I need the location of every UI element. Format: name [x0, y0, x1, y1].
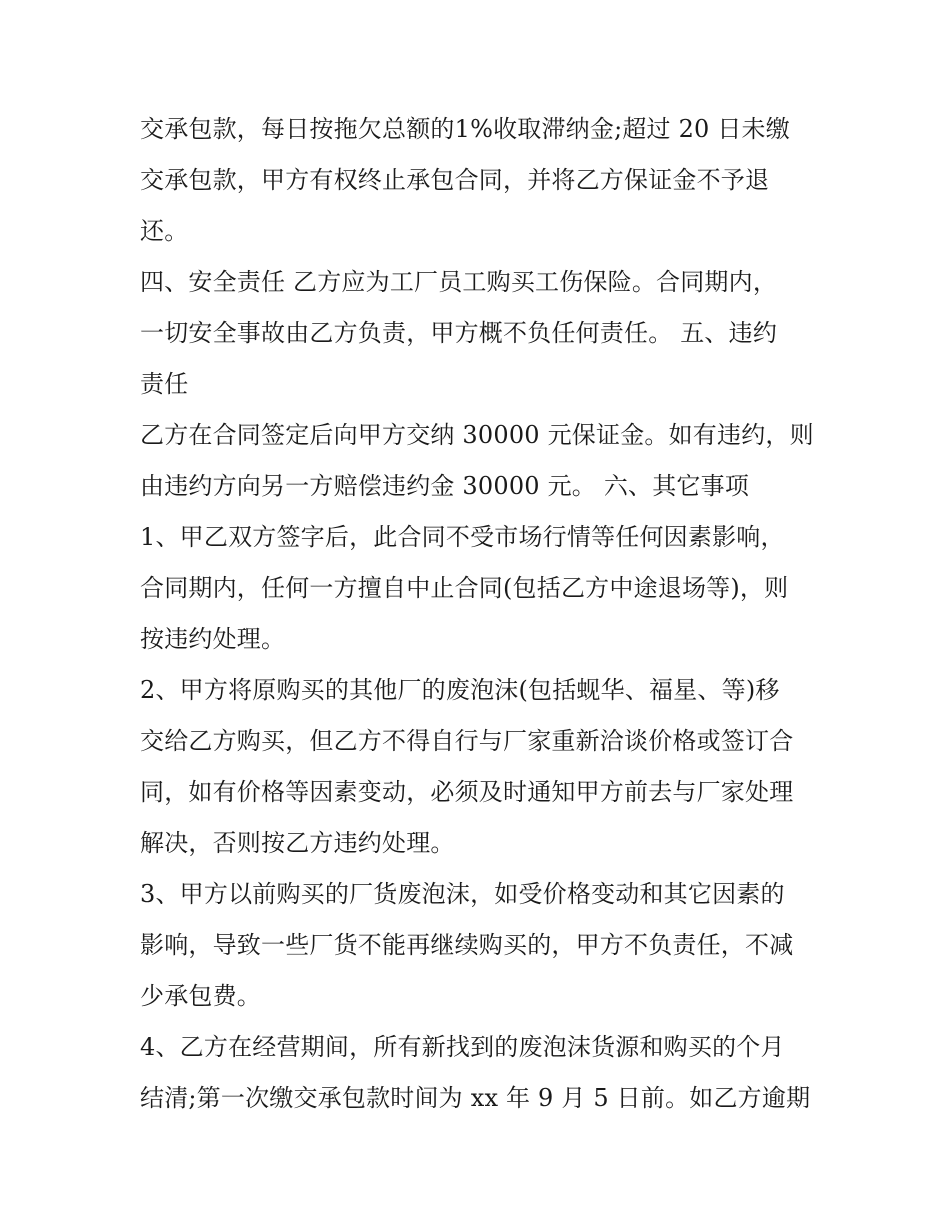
text-line: 同，如有价格等因素变动，必须及时通知甲方前去与厂家处理: [140, 778, 794, 806]
text-line: 少承包费。: [140, 982, 261, 1010]
text-line: 四、安全责任 乙方应为工厂员工购买工伤保险。合同期内，: [140, 268, 778, 296]
text-line: 影响，导致一些厂货不能再继续购买的，甲方不负责任，不减: [140, 931, 794, 959]
text-line: 2、甲方将原购买的其他厂的废泡沫(包括蚬华、福星、等)移: [140, 676, 780, 704]
text-line: 合同期内，任何一方擅自中止合同(包括乙方中途退场等)，则: [140, 574, 789, 602]
text-line: 交承包款，甲方有权终止承包合同，并将乙方保证金不予退: [140, 166, 770, 194]
text-line: 一切安全事故由乙方负责，甲方概不负任何责任。 五、违约: [140, 319, 778, 347]
text-line: 3、甲方以前购买的厂货废泡沫，如受价格变动和其它因素的: [140, 880, 785, 908]
document-body: [140, 107, 820, 1127]
text-line: 结清;第一次缴交承包款时间为 xx 年 9 月 5 日前。如乙方逾期: [140, 1084, 811, 1112]
text-line: 还。: [140, 217, 189, 245]
text-line: 交给乙方购买，但乙方不得自行与厂家重新洽谈价格或签订合: [140, 727, 794, 755]
text-line: 4、乙方在经营期间，所有新找到的废泡沫货源和购买的个月: [140, 1033, 785, 1061]
text-line: 由违约方向另一方赔偿违约金 30000 元。 六、其它事项: [140, 472, 750, 500]
text-line: 责任: [140, 370, 189, 398]
text-line: 解决，否则按乙方违约处理。: [140, 829, 455, 857]
text-line: 乙方在合同签定后向甲方交纳 30000 元保证金。如有违约，则: [140, 421, 814, 449]
text-line: 按违约处理。: [140, 625, 286, 653]
text-line: 交承包款，每日按拖欠总额的1%收取滞纳金;超过 20 日未缴: [140, 115, 790, 143]
text-line: 1、甲乙双方签字后，此合同不受市场行情等任何因素影响，: [140, 523, 785, 551]
